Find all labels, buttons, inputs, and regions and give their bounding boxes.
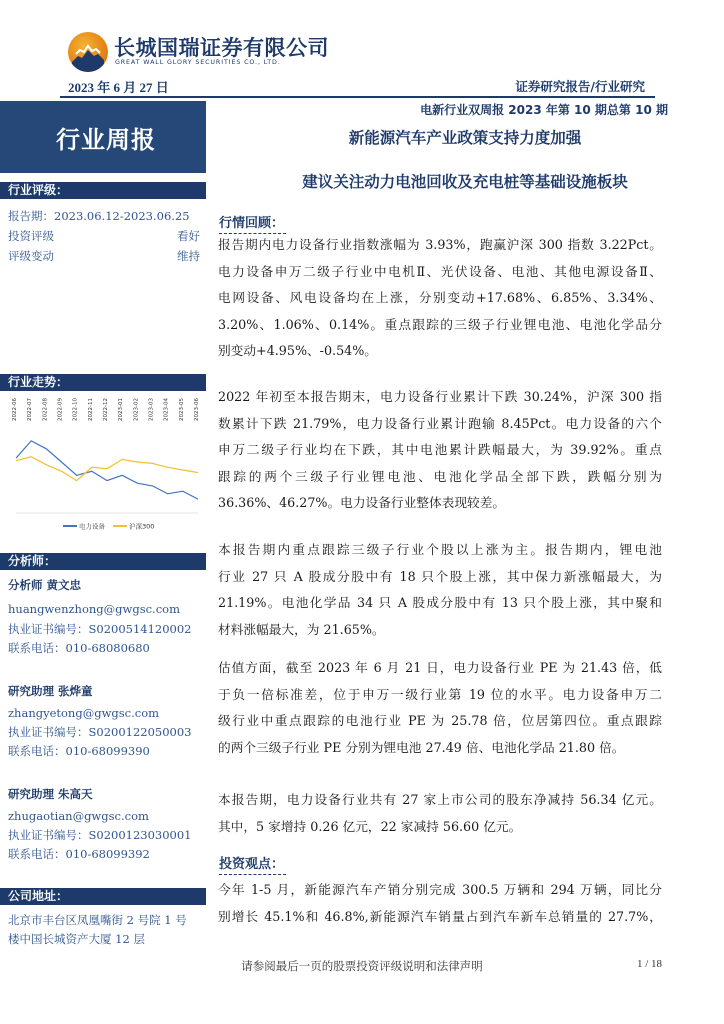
paragraph-ytd-performance <box>218 384 662 517</box>
x-tick-label: 2023-04 <box>163 398 170 421</box>
text-line: 36.36%、46.27%。电力设备行业整体表现较差。 <box>218 495 506 511</box>
x-tick-label: 2023-06 <box>194 398 200 421</box>
text-line: 材料涨幅最大，为 21.65%。 <box>218 621 385 637</box>
rating-row <box>8 248 200 264</box>
analyst-cert: 执业证书编号：S0200122050003 <box>8 725 192 739</box>
analyst-phone: 联系电话：010-68099390 <box>8 744 150 758</box>
text-line: 今年 1-5 月，新能源汽车产销分别完成 300.5 万辆和 294 万辆，同比分 <box>218 882 662 897</box>
analyst-email[interactable]: huangwenzhong@gwgsc.com <box>8 602 180 616</box>
trend-header <box>0 374 206 391</box>
paragraph-valuation <box>218 655 662 761</box>
text-line: 报告期内电力设备行业指数涨幅为 3.93%，跑赢沪深 300 指数 3.22Pct。 <box>218 237 662 252</box>
paragraph-stock-moves <box>218 537 662 643</box>
rating-label: 投资评级 <box>8 229 54 243</box>
text-line: 其中，5 家增持 0.26 亿元，22 家减持 56.60 亿元。 <box>218 818 522 834</box>
analysts-header-label: 分析师： <box>8 554 57 568</box>
header-divider <box>60 96 655 98</box>
great-wall-logo-icon <box>68 32 108 72</box>
x-tick-label: 2023-01 <box>118 398 125 421</box>
text-line: 的两个三级子行业 PE 分别为锂电池 27.49 倍、电池化学品 21.80 倍。 <box>218 739 625 755</box>
text-line: 行业 27 只 A 股成分股中有 18 只个股上涨，其中保力新涨幅最大，为 <box>218 568 662 584</box>
text-line: 跟踪的两个三级子行业锂电池、电池化学品全部下跌，跌幅分别为 <box>218 468 662 484</box>
x-tick-label: 2022-12 <box>103 398 109 421</box>
text-line: 2022 年初至本报告期末，电力设备行业累计下跌 30.24%，沪深 300 指 <box>218 389 662 404</box>
text-line: 别增长 45.1%和 46.8%,新能源汽车销量占到汽车新车总销量的 27.7%， <box>218 908 662 924</box>
report-date: 2023 年 6 月 27 日 <box>68 80 169 95</box>
text-line: 级行业中重点跟踪的电池行业 PE 为 25.78 倍，位居第四位。重点跟踪 <box>218 713 662 729</box>
analyst-phone: 联系电话：010-68099392 <box>8 847 150 861</box>
text-line: 3.20%、1.06%、0.14%。重点跟踪的三级子行业锂电池、电池化学品分 <box>218 316 662 332</box>
address-header-label: 公司地址： <box>8 889 69 903</box>
page-number: 1 / 18 <box>636 958 662 970</box>
analyst-cert: 执业证书编号：S0200123030001 <box>8 828 192 842</box>
report-title: 新能源汽车产业政策支持力度加强 <box>348 129 582 147</box>
trend-chart-svg <box>8 395 206 535</box>
rating-value: 看好 <box>177 229 200 243</box>
text-line: 本报告期，电力设备行业共有 27 家上市公司的股东净减持 56.34 亿元。 <box>218 792 662 807</box>
x-tick-label: 2022-08 <box>42 398 49 421</box>
legend-label: 电力设备 <box>79 522 105 531</box>
company-name-en: GREAT WALL GLORY SECURITIES CO., LTD. <box>115 59 281 66</box>
series-line <box>16 441 198 499</box>
footer-disclaimer: 请参阅最后一页的股票投资评级说明和法律声明 <box>241 959 483 973</box>
analyst-name: 研究助理 张烨童 <box>8 684 93 698</box>
report-period: 报告期：2023.06.12-2023.06.25 <box>8 209 190 223</box>
text-line: 申万二级子行业均在下跌，其中电池累计跌幅最大，为 39.92%。重点 <box>218 442 662 458</box>
rating-value: 维持 <box>177 249 200 263</box>
x-tick-label: 2022-06 <box>12 398 18 421</box>
analyst-name: 研究助理 朱高天 <box>8 787 93 801</box>
section-market-review: 行情回顾： <box>219 212 284 231</box>
analyst-phone: 联系电话：010-68080680 <box>8 641 150 655</box>
report-category-banner <box>0 101 206 173</box>
text-line: 别变动+4.95%、-0.54%。 <box>218 343 377 359</box>
report-category-label: 行业周报 <box>56 126 156 154</box>
x-tick-label: 2022-07 <box>27 398 34 421</box>
industry-trend-chart <box>8 395 206 535</box>
text-line: 数累计下跌 21.79%，电力设备行业累计跑输 8.45Pct。电力设备的六个 <box>218 415 662 431</box>
text-line: 于负一倍标准差，位于申万一级行业第 19 位的水平。电力设备申万二 <box>218 686 662 702</box>
analysts-header <box>0 553 206 570</box>
rating-header <box>0 182 206 199</box>
report-issue: 电新行业双周报 2023 年第 10 期总第 10 期 <box>420 103 668 117</box>
x-tick-label: 2023-05 <box>178 398 185 421</box>
x-tick-label: 2022-10 <box>72 398 79 421</box>
x-tick-label: 2023-02 <box>133 398 140 421</box>
company-address-line: 北京市丰台区凤凰嘴街 2 号院 1 号 <box>8 913 187 927</box>
address-header <box>0 888 206 905</box>
legend-label: 沪深300 <box>129 522 155 531</box>
rating-row <box>8 228 200 244</box>
report-type: 证券研究报告/行业研究 <box>515 79 645 94</box>
trend-header-label: 行业走势： <box>8 375 69 389</box>
x-tick-label: 2022-09 <box>57 398 64 421</box>
analyst-email[interactable]: zhangyetong@gwgsc.com <box>8 706 160 720</box>
series-line <box>16 457 198 481</box>
report-subtitle: 建议关注动力电池回收及充电桩等基础设施板块 <box>302 173 628 191</box>
text-line: 21.19%。电池化学品 34 只 A 股成分股中有 13 只个股上涨，其中聚和 <box>218 595 662 611</box>
text-line: 本报告期内重点跟踪三级子行业个股以上涨为主。报告期内，锂电池 <box>218 542 662 557</box>
analyst-cert: 执业证书编号：S0200514120002 <box>8 622 192 636</box>
paragraph-investment-view <box>218 877 662 930</box>
company-address-line: 楼中国长城资产大厦 12 层 <box>8 932 145 946</box>
paragraph-market-review <box>218 232 662 365</box>
text-line: 电力设备申万二级子行业中电机Ⅱ、光伏设备、电池、其他电源设备Ⅱ、 <box>218 263 662 279</box>
x-tick-label: 2023-03 <box>148 398 155 421</box>
x-tick-label: 2022-11 <box>87 398 94 421</box>
text-line: 电网设备、风电设备均在上涨，分别变动+17.68%、6.85%、3.34%、 <box>218 290 662 306</box>
paragraph-shareholder-changes <box>218 787 662 840</box>
analyst-name: 分析师 黄文忠 <box>8 578 82 592</box>
rating-label: 评级变动 <box>8 249 54 263</box>
analyst-email[interactable]: zhugaotian@gwgsc.com <box>8 809 149 823</box>
rating-header-label: 行业评级： <box>8 183 69 197</box>
section-investment-view: 投资观点： <box>219 853 284 872</box>
text-line: 估值方面，截至 2023 年 6 月 21 日，电力设备行业 PE 为 21.43 倍，低 <box>218 660 662 675</box>
company-logo <box>68 30 328 74</box>
company-name-cn: 长城国瑞证券有限公司 <box>114 36 329 60</box>
